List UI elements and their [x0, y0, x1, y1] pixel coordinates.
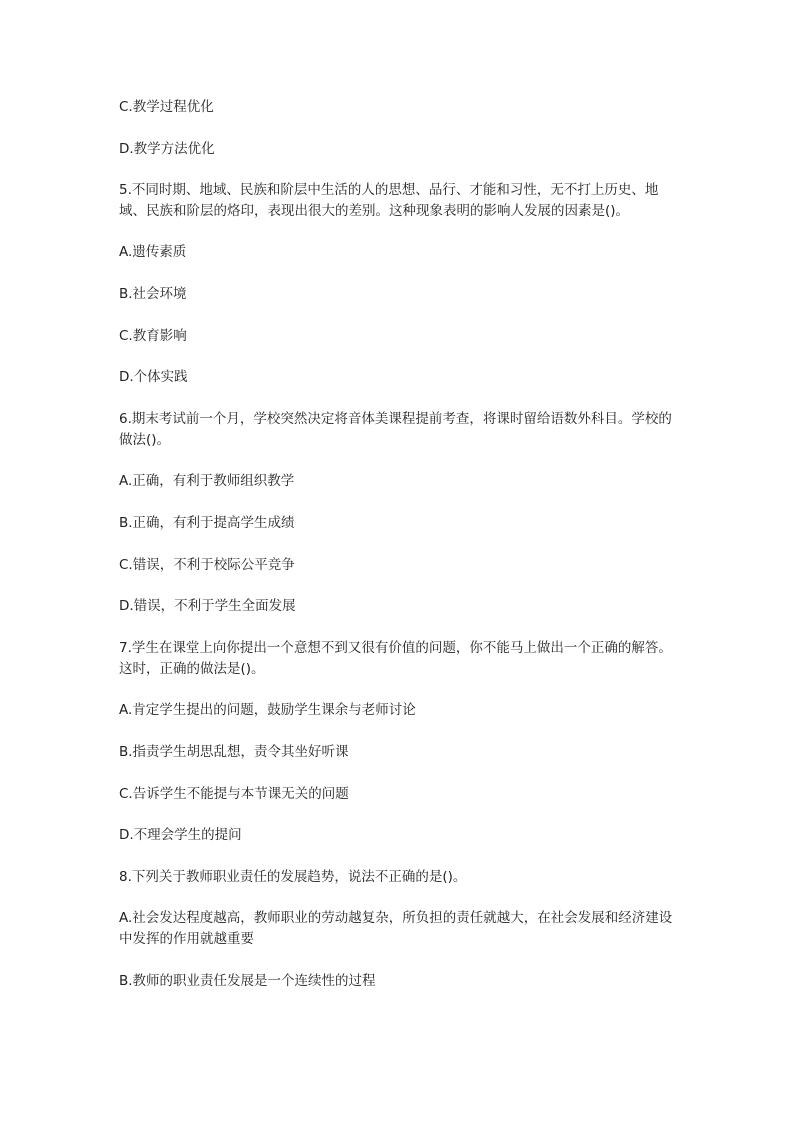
- q8-stem: 8.下列关于教师职业责任的发展趋势，说法不正确的是()。: [119, 869, 467, 885]
- q6-option-c: C.错误，不利于校际公平竞争: [119, 557, 295, 573]
- q7-stem: 7.学生在课堂上向你提出一个意想不到又很有价值的问题，你不能马上做出一个正确的解答。这时，正确的做法是()。: [119, 640, 672, 677]
- q5-stem: 5.不同时期、地域、民族和阶层中生活的人的思想、品行、才能和习性，无不打上历史、地域、民族和阶层的烙印，表现出很大的差别。这种现象表明的影响人发展的因素是()。: [119, 182, 659, 219]
- q5-option-b: B.社会环境: [119, 286, 187, 302]
- q5-option-d: D.个体实践: [119, 369, 188, 385]
- q4-option-d: D.教学方法优化: [119, 141, 215, 157]
- q7-option-a: A.肯定学生提出的问题，鼓励学生课余与老师讨论: [119, 702, 416, 718]
- q6-option-a: A.正确，有利于教师组织教学: [119, 473, 295, 489]
- q8-option-a: A.社会发达程度越高，教师职业的劳动越复杂，所负担的责任就越大，在社会发展和经济建设中发挥的作用就越重要: [119, 910, 673, 947]
- q8-option-b: B.教师的职业责任发展是一个连续性的过程: [119, 973, 376, 989]
- q7-option-d: D.不理会学生的提问: [119, 827, 242, 843]
- q7-option-c: C.告诉学生不能提与本节课无关的问题: [119, 786, 349, 802]
- q5-option-c: C.教育影响: [119, 328, 187, 344]
- q6-option-b: B.正确，有利于提高学生成绩: [119, 515, 295, 531]
- q6-option-d: D.错误，不利于学生全面发展: [119, 598, 296, 614]
- q5-option-a: A.遗传素质: [119, 244, 187, 260]
- q7-option-b: B.指责学生胡思乱想，责令其坐好听课: [119, 744, 349, 760]
- q6-stem: 6.期末考试前一个月，学校突然决定将音体美课程提前考查，将课时留给语数外科目。学校的做法()。: [119, 411, 672, 448]
- q4-option-c: C.教学过程优化: [119, 99, 214, 115]
